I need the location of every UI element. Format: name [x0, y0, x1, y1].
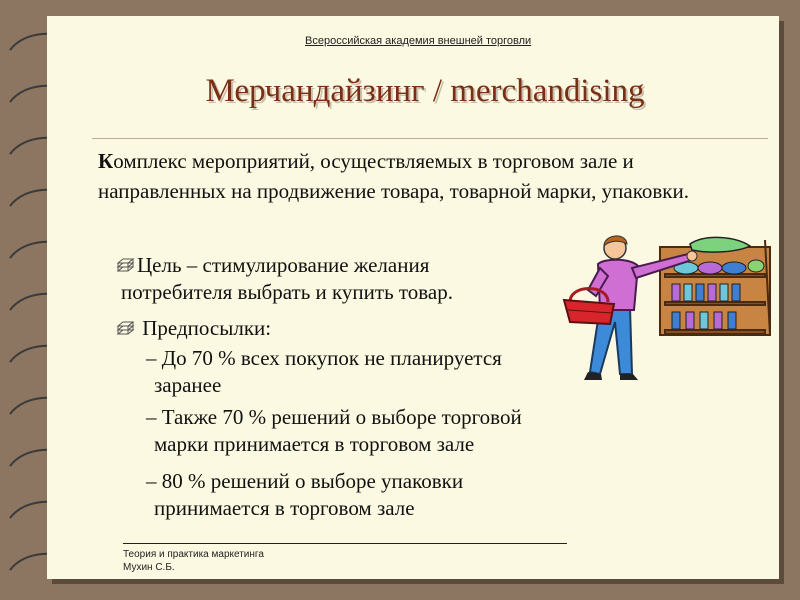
- intro-first-letter: К: [98, 149, 114, 173]
- intro-text: омплекс мероприятий, осуществляемых в торговом зале и направленных на продвижение товара, товарной марки, упаковки.: [98, 149, 689, 203]
- book-stack-icon: [116, 319, 135, 337]
- sub-bullet-line2: марки принимается в торговом зале: [154, 432, 475, 456]
- bullet-premises: [116, 315, 416, 342]
- footer-divider: [123, 543, 567, 544]
- sub-bullet: [146, 404, 626, 458]
- footer-author: Мухин С.Б.: [123, 562, 175, 573]
- shopper-illustration: [560, 232, 775, 382]
- footer: [123, 548, 264, 574]
- bullet-goal-line1: Цель – стимулирование желания: [137, 253, 430, 277]
- sub-bullet-line1: – До 70 % всех покупок не планируется: [146, 346, 502, 370]
- sub-bullet-line1: – Также 70 % решений о выборе торговой: [146, 405, 522, 429]
- bullet-goal-line2: потребителя выбрать и купить товар.: [121, 280, 454, 304]
- sub-bullet-line1: – 80 % решений о выборе упаковки: [146, 469, 464, 493]
- sub-bullet: [146, 468, 626, 522]
- book-stack-icon: [116, 256, 135, 274]
- slide-title: Мерчандайзинг / merchandising: [205, 73, 645, 109]
- bullet-premises-text: Предпосылки:: [142, 316, 272, 340]
- intro-paragraph: [98, 146, 758, 206]
- institution-link[interactable]: Всероссийская академия внешней торговли: [305, 35, 532, 47]
- title-divider: [92, 138, 768, 139]
- sub-bullet-line2: заранее: [154, 373, 222, 397]
- sub-bullet: [146, 345, 626, 399]
- bullet-goal: [116, 252, 556, 306]
- footer-course: Теория и практика маркетинга: [123, 549, 264, 560]
- sub-bullet-line2: принимается в торговом зале: [154, 496, 415, 520]
- held-item: [690, 237, 750, 252]
- red-basket: [564, 289, 614, 325]
